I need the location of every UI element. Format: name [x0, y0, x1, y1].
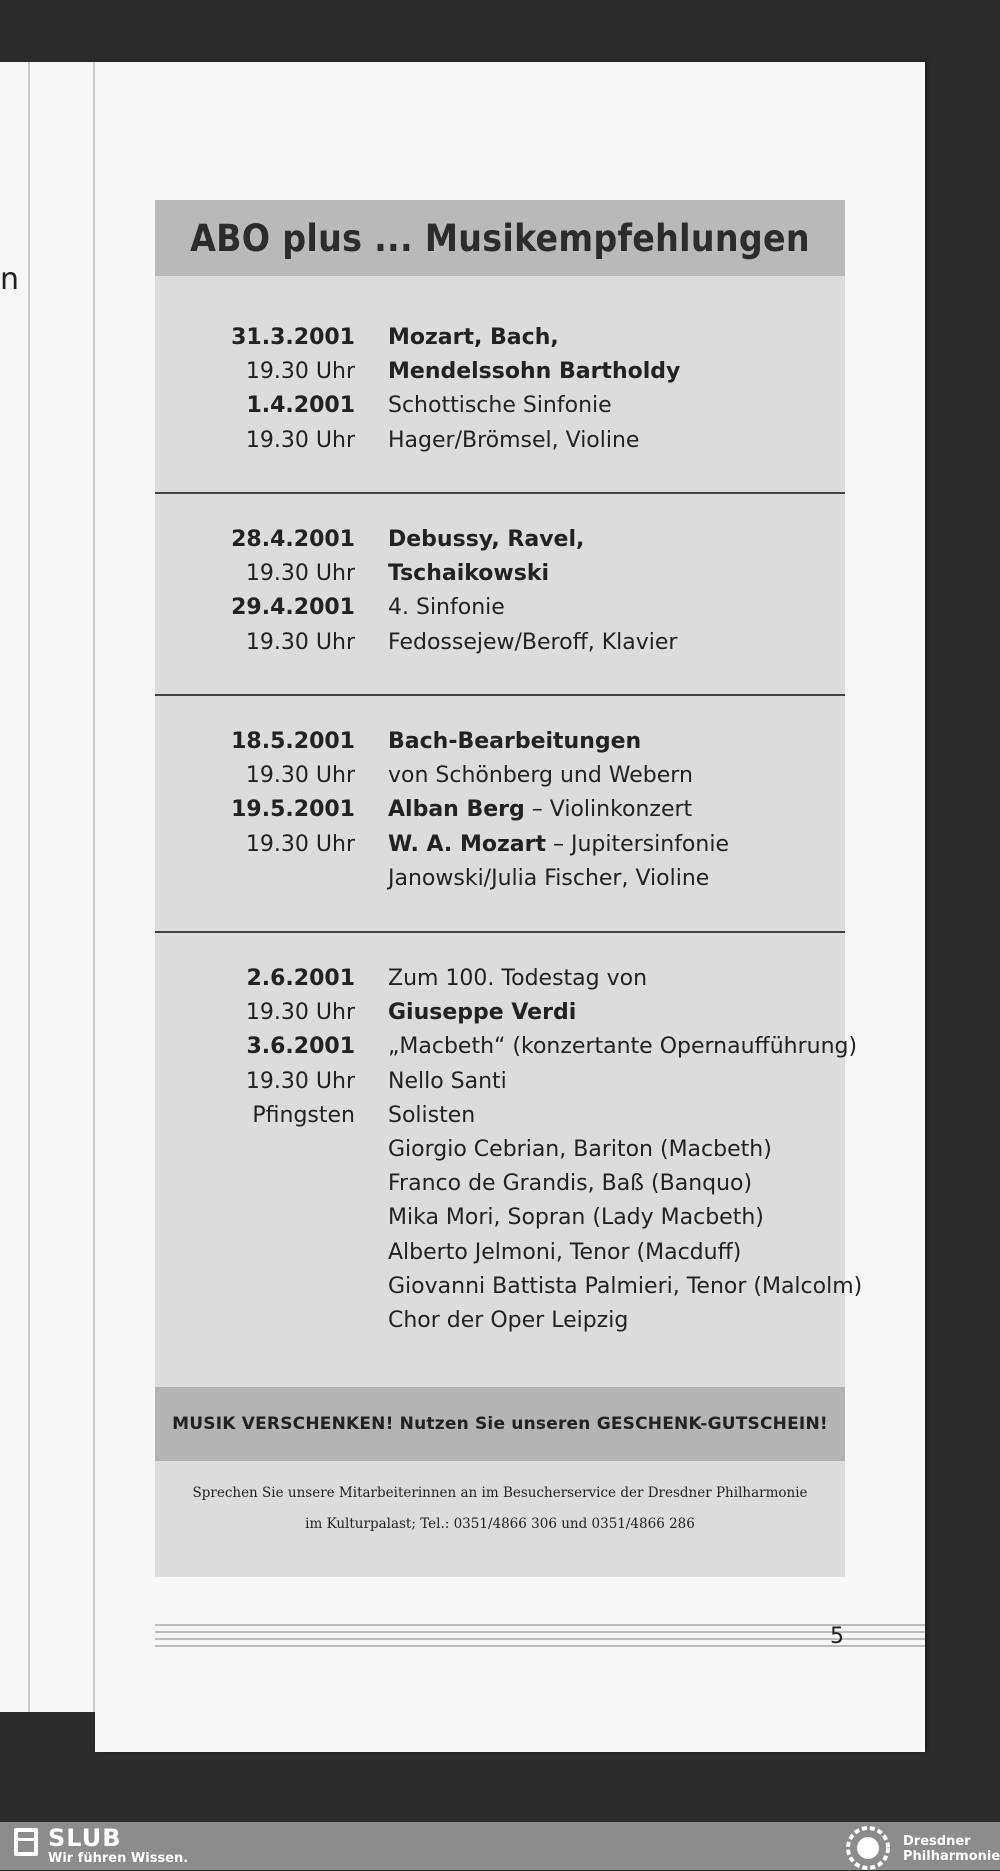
- concert-date: 19.30 Uhr: [245, 427, 355, 453]
- concert-description: [388, 797, 692, 822]
- concert-row: [155, 1137, 845, 1171]
- brochure-page: [95, 62, 925, 1752]
- concert-row: [155, 966, 845, 1000]
- recommendations-panel: [155, 200, 863, 1577]
- previous-page-edge: [0, 62, 95, 1712]
- concert-work: – Violinkonzert: [524, 797, 693, 823]
- concert-description: Janowski/Julia Fischer, Violine: [388, 865, 710, 891]
- concert-date: 28.4.2001: [231, 527, 355, 552]
- concert-date: 31.3.2001: [231, 325, 355, 350]
- concert-row: [155, 359, 845, 393]
- concert-date: 19.30 Uhr: [245, 359, 355, 385]
- concert-divider: [155, 492, 845, 494]
- concert-date: 19.30 Uhr: [245, 1068, 355, 1094]
- concert-date: 19.5.2001: [231, 797, 355, 823]
- concert-description: Franco de Grandis, Baß (Banquo): [388, 1171, 753, 1197]
- slub-tagline: Wir führen Wissen.: [48, 1851, 189, 1866]
- concert-description: Tschaikowski: [388, 561, 550, 587]
- concert-description: Schottische Sinfonie: [388, 393, 612, 419]
- concert-row: [155, 1308, 845, 1342]
- concert-row: [155, 763, 845, 797]
- concert-row: [155, 1240, 845, 1274]
- page-fold-line: [28, 62, 30, 1712]
- philharmonie-line-1: Dresdner: [903, 1834, 971, 1849]
- concert-description: von Schönberg und Webern: [388, 763, 693, 789]
- concert-description: Nello Santi: [388, 1068, 507, 1094]
- gift-banner: [155, 1387, 845, 1461]
- concert-date: 19.30 Uhr: [245, 1000, 355, 1026]
- concert-work: – Jupitersinfonie: [545, 831, 729, 857]
- concert-description: Hager/Brömsel, Violine: [388, 427, 640, 453]
- info-line-1: Sprechen Sie unsere Mitarbeiterinnen an im Besucherservice der Dresdner Philharmonie: [192, 1485, 808, 1501]
- title-bar: [155, 200, 845, 276]
- concert-row: [155, 1273, 863, 1308]
- concert-date: 19.30 Uhr: [245, 629, 355, 655]
- concert-description: [388, 832, 729, 857]
- concert-description: 4. Sinfonie: [388, 595, 505, 621]
- concert-row: [155, 1171, 845, 1205]
- concert-date: 29.4.2001: [231, 595, 355, 621]
- slub-logo-icon: [14, 1828, 38, 1856]
- concert-date: 3.6.2001: [246, 1034, 355, 1060]
- concert-description: Fedossejew/Beroff, Klavier: [388, 629, 678, 655]
- concert-description: Alberto Jelmoni, Tenor (Macduff): [388, 1239, 742, 1265]
- philharmonie-logo-icon: [845, 1825, 891, 1871]
- concert-description: Mendelssohn Bartholdy: [388, 359, 681, 385]
- concert-row: [155, 1103, 845, 1137]
- concert-row: [155, 595, 845, 629]
- concert-description: Giorgio Cebrian, Bariton (Macbeth): [388, 1137, 772, 1162]
- gift-text: MUSIK VERSCHENKEN! Nutzen Sie unseren GESCHENK-GUTSCHEIN!: [172, 1414, 828, 1434]
- concert-row: [155, 428, 845, 462]
- page-title: ABO plus ... Musikempfehlungen: [190, 216, 810, 260]
- info-line-2: im Kulturpalast; Tel.: 0351/4866 306 und 0351/4866 286: [305, 1516, 695, 1532]
- concert-row: [155, 325, 845, 359]
- page-number: 5: [830, 1624, 844, 1649]
- concert-row: [155, 832, 845, 866]
- concert-divider: [155, 694, 845, 696]
- concert-row: [155, 1069, 845, 1103]
- concert-date: 2.6.2001: [246, 966, 355, 991]
- concert-description: „Macbeth“ (konzertante Opernaufführung): [388, 1034, 858, 1060]
- concert-row: [155, 393, 845, 427]
- concert-row: [155, 1000, 845, 1034]
- concert-row: [155, 797, 845, 831]
- concert-row: [155, 1205, 845, 1239]
- concert-description: Mozart, Bach,: [388, 325, 559, 350]
- concert-row: [155, 1034, 858, 1068]
- concert-divider: [155, 931, 845, 933]
- concert-row: [155, 729, 845, 763]
- concert-description: Mika Mori, Sopran (Lady Macbeth): [388, 1205, 764, 1231]
- concert-date: 1.4.2001: [246, 393, 355, 419]
- concert-date: 19.30 Uhr: [245, 763, 355, 789]
- philharmonie-name: [903, 1834, 1000, 1864]
- concert-date: 18.5.2001: [231, 729, 355, 754]
- concert-description: Bach-Bearbeitungen: [388, 729, 642, 754]
- concert-composer: W. A. Mozart: [388, 831, 546, 857]
- concert-description: Chor der Oper Leipzig: [388, 1308, 629, 1333]
- concert-composer: Alban Berg: [388, 797, 525, 823]
- concert-row: [155, 527, 845, 561]
- slub-name: SLUB: [48, 1824, 122, 1852]
- concert-description: Zum 100. Todestag von: [388, 966, 648, 991]
- concert-date: Pfingsten: [252, 1102, 355, 1128]
- concert-description: Giovanni Battista Palmieri, Tenor (Malcolm): [388, 1273, 863, 1299]
- concert-description: Debussy, Ravel,: [388, 527, 585, 552]
- concert-description: Solisten: [388, 1102, 476, 1128]
- footer-rules: [155, 1624, 925, 1654]
- concert-row: [155, 866, 845, 900]
- concert-description: Giuseppe Verdi: [388, 1000, 577, 1026]
- philharmonie-line-2: Philharmonie: [903, 1849, 1000, 1864]
- concert-date: 19.30 Uhr: [245, 831, 355, 857]
- concert-row: [155, 561, 845, 595]
- concert-row: [155, 630, 845, 664]
- concert-date: 19.30 Uhr: [245, 561, 355, 587]
- previous-page-letter: n: [0, 262, 20, 297]
